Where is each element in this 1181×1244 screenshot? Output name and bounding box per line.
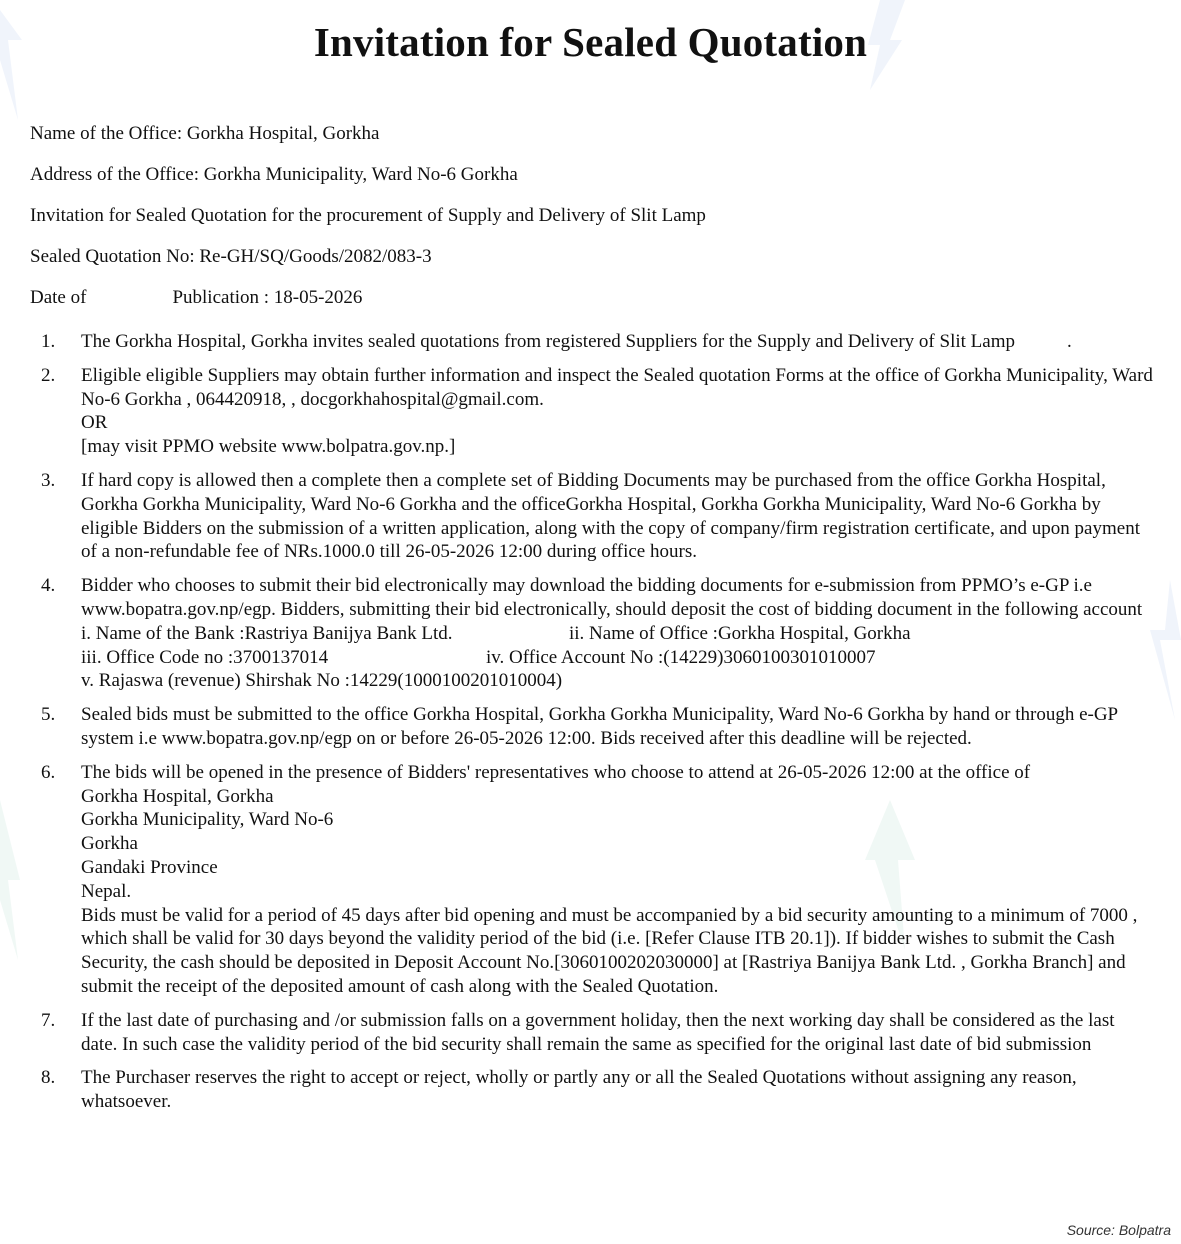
list-item [0, 1009, 1181, 1057]
list-item [0, 1066, 1181, 1114]
list-item [0, 330, 1181, 354]
item-number: 5. [41, 704, 56, 726]
account-row [81, 646, 1155, 670]
source-credit: Source: Bolpatra [1066, 1222, 1171, 1238]
office-account-number: iv. Office Account No :(14229)3060100301010007 [486, 646, 876, 668]
list-item [0, 469, 1181, 564]
procurement-title: Invitation for Sealed Quotation for the procurement of Supply and Delivery of Slit Lamp [30, 205, 706, 226]
list-item [0, 761, 1181, 999]
publication-date-row [30, 287, 362, 309]
item-number: 2. [41, 364, 56, 386]
publication-date: Publication : 18-05-2026 [172, 287, 363, 308]
item-end-mark: . [1066, 331, 1072, 352]
list-item [0, 364, 1181, 459]
opening-address-line: Gorkha Municipality, Ward No-6 [81, 809, 334, 831]
item-text: The bids will be opened in the presence of Bidders' representatives who choose to attend at 26-05-2026 12:00 at the office of [81, 761, 1031, 783]
item-text: If hard copy is allowed then a complete then a complete set of Bidding Documents may be purchased from the office Gorkha Hospital, Gorkha Gorkha Municipality, Ward No-6 Gorkha and the officeGorkha Hospital, Gorkha Gorkha Municipality, Ward No-6 Gorkha by eligible Bidders on the submission of a written application, along with the copy of company/firm registration certificate, and upon payment of a non-refundable fee of NRs.1000.0 till 26-05-2026 12:00 during office hours. [81, 469, 1140, 563]
terms-list [0, 330, 1181, 1124]
bid-validity-text: Bids must be valid for a period of 45 days after bid opening and must be accompanied by a bid security amounting to a minimum of 7000 , which shall be valid for 30 days beyond the validity period of the bid (i.e. [Refer Clause ITB 20.1]). If bidder wishes to submit the Cash Security, the cash should be deposited in Deposit Account No.[3060100202030000] at [Rastriya Banijya Bank Ltd. , Gorkha Branch] and submit the receipt of the deposited amount of cash along with the Sealed Quotation. [81, 904, 1138, 997]
account-row [81, 622, 1155, 646]
item-number: 7. [41, 1009, 56, 1031]
opening-address-line: Nepal. [81, 880, 132, 902]
item-text: Eligible eligible Suppliers may obtain further information and inspect the Sealed quotation Forms at the office of Gorkha Municipality, Ward No-6 Gorkha , 064420918, , docgorkhahospital@gmail.com. [81, 364, 1153, 410]
item-text: The Gorkha Hospital, Gorkha invites sealed quotations from registered Suppliers for the Supply and Delivery of Slit Lamp [81, 331, 1015, 352]
bank-name: i. Name of the Bank :Rastriya Banijya Bank Ltd. [81, 622, 453, 644]
or-text: OR [81, 412, 108, 434]
office-address: Address of the Office: Gorkha Municipality, Ward No-6 Gorkha [30, 164, 518, 185]
list-item [0, 574, 1181, 693]
item-number: 6. [41, 761, 56, 783]
item-text: Sealed bids must be submitted to the office Gorkha Hospital, Gorkha Gorkha Municipality, Ward No-6 Gorkha by hand or through e-GP system i.e www.bopatra.gov.np/egp on or before 26-05-2026 12:00. Bids received after this deadline will be rejected. [81, 704, 1118, 749]
opening-address-line: Gorkha Hospital, Gorkha [81, 785, 274, 807]
item-number: 4. [41, 575, 56, 597]
page-title: Invitation for Sealed Quotation [313, 19, 868, 65]
item-number: 3. [41, 469, 56, 491]
opening-address-line: Gandaki Province [81, 856, 218, 878]
office-name: Name of the Office: Gorkha Hospital, Gorkha [30, 123, 380, 144]
item-number: 1. [41, 331, 56, 352]
item-text: Bidder who chooses to submit their bid electronically may download the bidding documents for e-submission from PPMO’s e-GP i.e www.bopatra.gov.np/egp. Bidders, submitting their bid electronically, should deposit the cost of bidding document in the following account [81, 575, 1143, 620]
office-code: iii. Office Code no :3700137014 [81, 646, 329, 668]
item-text: If the last date of purchasing and /or submission falls on a government holiday, then the next working day shall be considered as the last date. In such case the validity period of the bid security shall remain the same as specified for the original last date of bid submission [81, 1009, 1115, 1055]
item-number: 8. [41, 1067, 56, 1089]
opening-address-line: Gorkha [81, 833, 138, 855]
quotation-number: Sealed Quotation No: Re-GH/SQ/Goods/2082/083-3 [30, 246, 432, 267]
ppmo-website-text: [may visit PPMO website www.bolpatra.gov.np.] [81, 436, 456, 458]
office-name-account: ii. Name of Office :Gorkha Hospital, Gorkha [569, 622, 911, 644]
item-text: The Purchaser reserves the right to accept or reject, wholly or partly any or all the Sealed Quotations without assigning any reason, whatsoever. [81, 1067, 1077, 1113]
revenue-heading-number: v. Rajaswa (revenue) Shirshak No :14229(1000100201010004) [81, 670, 563, 692]
list-item [0, 703, 1181, 751]
date-label: Date of [30, 287, 87, 308]
